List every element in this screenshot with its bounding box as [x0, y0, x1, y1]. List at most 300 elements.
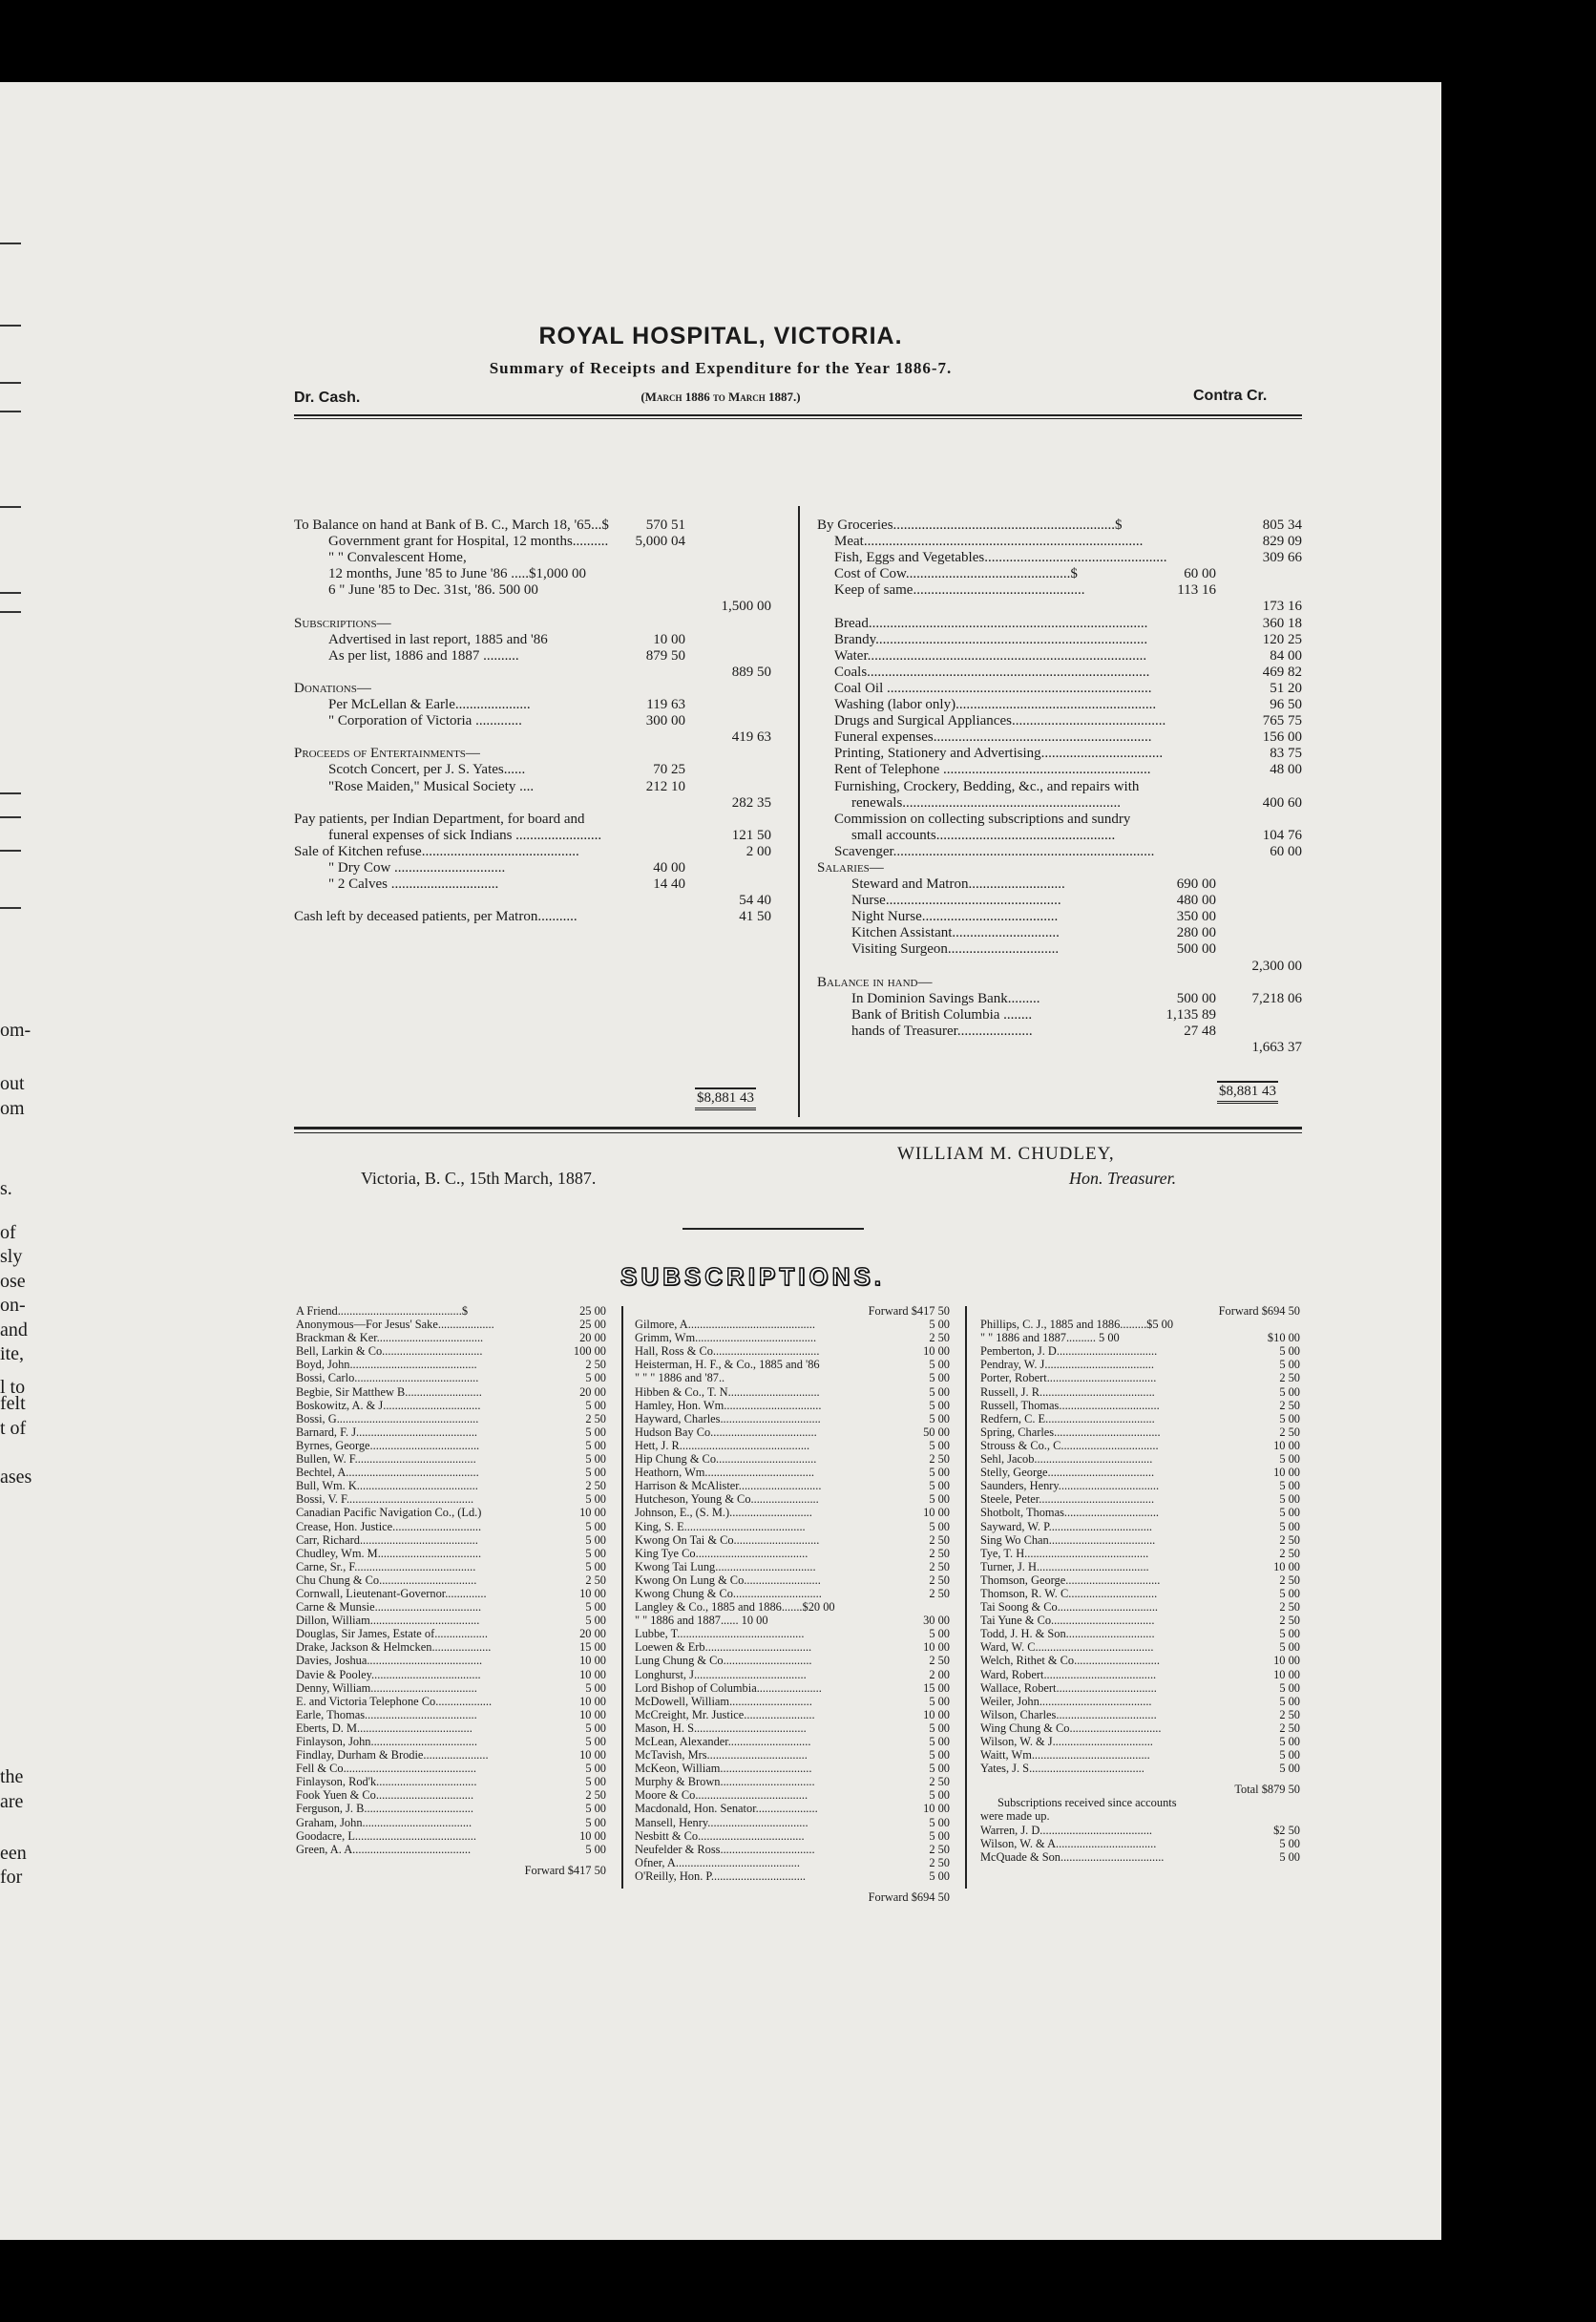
- expenditure-row: [817, 779, 1302, 795]
- subscriber-amount: 5 00: [929, 1694, 950, 1708]
- subscriber-row: [296, 1318, 606, 1331]
- treasurer-name: WILLIAM M. CHUDLEY,: [897, 1144, 1115, 1164]
- subscriber-row: [296, 1412, 606, 1425]
- since-note-text: Subscriptions received since accounts: [998, 1796, 1177, 1810]
- since-note-text: were made up.: [980, 1809, 1050, 1824]
- subscriber-name: Lung Chung & Co..............................: [635, 1654, 812, 1668]
- expenditure-label: Meat..............................................................................: [834, 534, 1144, 550]
- subscriber-name: Davie & Pooley.....................................: [296, 1667, 481, 1681]
- subscriber-amount: 25 00: [579, 1304, 606, 1318]
- expenditure-amount-inner: 500 00: [1176, 990, 1216, 1006]
- receipts-label: To Balance on hand at Bank of B. C., March 18, '65...$: [294, 517, 609, 533]
- subscriber-amount: 5 00: [1279, 1506, 1300, 1520]
- receipts-row: [294, 713, 771, 729]
- subscriber-amount: 15 00: [579, 1640, 606, 1655]
- subscriber-row: [635, 1735, 950, 1748]
- receipts-row: [294, 616, 771, 632]
- expenditure-row: [817, 844, 1302, 860]
- expenditure-label: Steward and Matron...........................: [851, 876, 1065, 893]
- subscriber-row: [296, 1614, 606, 1627]
- expenditure-label: Cost of Cow..............................................$: [834, 566, 1078, 582]
- forward-amount: Forward $694 50: [1218, 1304, 1300, 1318]
- subscriber-name: Hip Chung & Co..................................: [635, 1452, 817, 1467]
- expenditure-row: [817, 713, 1302, 729]
- subscriber-amount: 2 50: [585, 1573, 606, 1587]
- subscriber-row: [980, 1735, 1300, 1748]
- receipts-label: funeral expenses of sick Indians ........................: [328, 827, 602, 843]
- subscriber-row: [635, 1708, 950, 1721]
- subscriber-name: Carr, Richard........................................: [296, 1532, 478, 1547]
- expenditure-label: By Groceries..............................................................$: [817, 517, 1123, 533]
- subscriber-amount: 5 00: [585, 1680, 606, 1695]
- subscriber-amount: 5 00: [929, 1748, 950, 1763]
- subscriber-amount: 30 00: [923, 1614, 950, 1628]
- receipts-label: Advertised in last report, 1885 and '86: [328, 631, 548, 647]
- subscriber-amount: 10 00: [579, 1828, 606, 1843]
- debit-label: Dr. Cash.: [294, 390, 361, 406]
- receipts-row: [294, 844, 771, 860]
- subscriber-amount: 5 00: [929, 1371, 950, 1385]
- subscriber-name: Ferguson, J. B.....................................: [296, 1802, 473, 1816]
- subscriber-amount: 2 50: [1279, 1573, 1300, 1587]
- subscriber-name: Hamley, Hon. Wm.................................: [635, 1398, 822, 1412]
- receipts-row: [294, 648, 771, 665]
- credit-label: Contra Cr.: [1193, 388, 1268, 404]
- subscriber-name: A Friend..........................................$: [296, 1304, 469, 1318]
- expenditure-label: Water..............................................................................: [834, 647, 1147, 664]
- subscriber-amount: $2 50: [1273, 1823, 1300, 1837]
- margin-fragment: ases: [0, 1467, 32, 1488]
- expenditure-row: [817, 975, 1302, 991]
- subscriber-amount: 10 00: [579, 1694, 606, 1708]
- expenditure-amount-outer: 83 75: [1270, 746, 1302, 762]
- subscriber-name: McCreight, Mr. Justice........................: [635, 1707, 815, 1721]
- subscriber-row: [296, 1802, 606, 1815]
- subscriber-amount: 5 00: [1279, 1452, 1300, 1467]
- subscriber-row: [296, 1304, 606, 1318]
- subscriber-amount: 5 00: [929, 1868, 950, 1883]
- receipts-amount-inner: 10 00: [653, 631, 685, 647]
- subscriber-row: [635, 1654, 950, 1667]
- subscriber-amount: 10 00: [579, 1586, 606, 1600]
- subscriber-name: McQuade & Son...................................: [980, 1849, 1165, 1864]
- subscriber-name: " " 1886 and 1887...... 10 00: [635, 1614, 768, 1628]
- receipts-row: [294, 860, 771, 876]
- receipts-amount-inner: 570 51: [645, 517, 685, 533]
- expenditure-row: [817, 941, 1302, 958]
- subscriber-amount: 5 00: [1279, 1479, 1300, 1493]
- receipts-label: " " Convalescent Home,: [328, 550, 467, 566]
- subscriber-amount: 5 00: [585, 1735, 606, 1748]
- subscriber-amount: 2 50: [1279, 1614, 1300, 1628]
- subscriber-name: Wilson, Charles..................................: [980, 1707, 1157, 1721]
- subscriber-name: Tye, T. H..........................................: [980, 1546, 1149, 1560]
- subscriber-amount: 25 00: [579, 1318, 606, 1332]
- subscriber-name: Barnard, F. J.........................................: [296, 1425, 478, 1439]
- subscriber-name: Bechtel, A.............................................: [296, 1466, 479, 1480]
- subscriber-name: McDowell, William............................: [635, 1694, 812, 1708]
- subscriber-row: [980, 1466, 1300, 1479]
- subscriber-row: [635, 1425, 950, 1439]
- subscriber-name: Byrnes, George.....................................: [296, 1438, 480, 1452]
- subscriber-name: Ward, W. C........................................: [980, 1640, 1154, 1655]
- expenditure-row: [817, 795, 1302, 812]
- subscriber-amount: 5 00: [585, 1519, 606, 1533]
- forward-amount: Forward $417 50: [868, 1304, 950, 1318]
- subscriber-name: Hett, J. R............................................: [635, 1438, 810, 1452]
- subscriber-name: Porter, Robert.....................................: [980, 1371, 1157, 1385]
- subscriber-name: Warren, J. D......................................: [980, 1823, 1153, 1837]
- subscriber-amount: 5 00: [1279, 1762, 1300, 1776]
- subscriber-row: [296, 1829, 606, 1843]
- subscriber-row: [635, 1587, 950, 1600]
- late-subscriber-row: [980, 1837, 1300, 1850]
- subscriber-name: Denny, William....................................: [296, 1680, 477, 1695]
- subscriber-amount: 2 00: [929, 1667, 950, 1681]
- expenditure-row: [817, 746, 1302, 762]
- subscriber-row: [980, 1479, 1300, 1492]
- subscriber-name: Eberts, D. M.......................................: [296, 1720, 472, 1735]
- expenditure-amount-outer: 104 76: [1262, 827, 1302, 843]
- subscriber-name: Neufelder & Ross................................: [635, 1842, 815, 1856]
- subscriber-name: Hall, Ross & Co....................................: [635, 1344, 820, 1359]
- subscriber-row: [635, 1829, 950, 1843]
- margin-rule: [0, 792, 21, 794]
- subscriber-name: Heisterman, H. F., & Co., 1885 and '86: [635, 1358, 820, 1372]
- margin-fragment: ite,: [0, 1343, 24, 1364]
- subscriber-row: [980, 1614, 1300, 1627]
- subscriber-amount: 5 00: [585, 1600, 606, 1615]
- subscriber-name: Kwong Chung & Co..............................: [635, 1586, 822, 1600]
- subscriber-row: [296, 1399, 606, 1412]
- expenditure-row: [817, 893, 1302, 909]
- subscriber-amount: 20 00: [579, 1384, 606, 1399]
- expenditure-amount-inner: 60 00: [1184, 566, 1216, 582]
- receipts-label: Donations—: [294, 680, 371, 696]
- subscriber-name: Bell, Larkin & Co..................................: [296, 1344, 483, 1359]
- subscriber-name: Findlay, Durham & Brodie......................: [296, 1748, 489, 1763]
- subscriber-name: Nesbitt & Co....................................: [635, 1828, 805, 1843]
- expenditure-row: [817, 1024, 1302, 1040]
- document-title: ROYAL HOSPITAL, VICTORIA.: [538, 323, 903, 349]
- subscriber-name: Shotbolt, Thomas................................: [980, 1506, 1160, 1520]
- receipts-row: [294, 632, 771, 648]
- expenditure-label: In Dominion Savings Bank.........: [851, 990, 1040, 1006]
- subscriber-name: Johnson, E., (S. M.)............................: [635, 1506, 812, 1520]
- margin-fragment: een: [0, 1843, 27, 1864]
- subscriber-row: [296, 1520, 606, 1533]
- subscriber-row: [635, 1506, 950, 1519]
- subscriber-row: [296, 1439, 606, 1452]
- expenditure-label: Keep of same................................................: [834, 582, 1085, 599]
- subscriber-row: [980, 1560, 1300, 1573]
- subscriber-name: Strouss & Co., C.................................: [980, 1438, 1159, 1452]
- expenditure-row: [817, 1007, 1302, 1024]
- subscriber-amount: 5 00: [585, 1842, 606, 1856]
- expenditure-amount-outer: 829 09: [1262, 534, 1302, 550]
- margin-fragment: l to: [0, 1377, 26, 1398]
- subscriber-amount: 10 00: [579, 1748, 606, 1763]
- place-and-date: Victoria, B. C., 15th March, 1887.: [361, 1169, 597, 1188]
- expenditure-row: [817, 599, 1302, 615]
- expenditure-amount-inner: 113 16: [1177, 582, 1216, 599]
- subscriber-name: Tai Yune & Co...................................: [980, 1614, 1155, 1628]
- receipts-label: "Rose Maiden," Musical Society ....: [328, 778, 535, 794]
- receipts-label: Subscriptions—: [294, 615, 391, 631]
- subscriber-amount: 2 50: [585, 1788, 606, 1803]
- subscriber-row: [635, 1843, 950, 1856]
- subscriber-amount: 5 00: [585, 1452, 606, 1467]
- subscriber-row: [296, 1627, 606, 1640]
- late-subscriber-row: [980, 1850, 1300, 1864]
- subscriber-amount: 5 00: [585, 1438, 606, 1452]
- margin-rule: [0, 592, 21, 594]
- subscriber-row: [635, 1533, 950, 1547]
- subscriber-name: Tai Soong & Co..................................: [980, 1600, 1159, 1615]
- since-note: [980, 1796, 1300, 1809]
- subscriber-amount: 5 00: [1279, 1411, 1300, 1425]
- subscriber-amount: 2 50: [929, 1586, 950, 1600]
- margin-fragment: of: [0, 1222, 16, 1243]
- subscriber-row: [635, 1668, 950, 1681]
- expenditure-row: [817, 729, 1302, 746]
- subscriber-row: [980, 1547, 1300, 1560]
- subscriber-name: Boyd, John...........................................: [296, 1358, 477, 1372]
- column-footer: [980, 1783, 1300, 1796]
- subscriber-row: [980, 1371, 1300, 1384]
- subscriber-row: [635, 1816, 950, 1829]
- subscriber-row: [980, 1399, 1300, 1412]
- margin-rule: [0, 850, 21, 852]
- receipts-label: Scotch Concert, per J. S. Yates......: [328, 762, 526, 778]
- receipts-label: Proceeds of Entertainments—: [294, 746, 480, 762]
- subscriber-amount: 2 50: [1279, 1600, 1300, 1615]
- subscriber-row: [635, 1869, 950, 1883]
- expenditure-amount-outer: 173 16: [1262, 599, 1302, 615]
- subscriber-row: [296, 1748, 606, 1762]
- subscriber-name: Redfern, C. E.....................................: [980, 1411, 1155, 1425]
- subscriber-row: [296, 1735, 606, 1748]
- subscriber-amount: 5 00: [585, 1466, 606, 1480]
- subscriber-row: [635, 1681, 950, 1695]
- subscriber-amount: 2 50: [929, 1855, 950, 1869]
- subscriber-row: [296, 1331, 606, 1344]
- subscriber-amount: 5 00: [585, 1398, 606, 1412]
- subscriber-amount: 5 00: [929, 1398, 950, 1412]
- subscriber-row: [296, 1708, 606, 1721]
- margin-rule: [0, 411, 21, 412]
- subscriber-name: Moore & Co......................................: [635, 1788, 808, 1803]
- subscriber-name: McLean, Alexander............................: [635, 1735, 811, 1748]
- forward-header: [635, 1304, 950, 1318]
- margin-fragment: the: [0, 1766, 24, 1787]
- expenditure-amount-outer: 60 00: [1270, 843, 1302, 859]
- subscriber-name: Hibben & Co., T. N...............................: [635, 1384, 820, 1399]
- subscriber-name: Murphy & Brown................................: [635, 1775, 815, 1789]
- receipts-row: [294, 729, 771, 746]
- receipts-row: [294, 534, 771, 550]
- receipts-amount-outer: 121 50: [731, 827, 771, 843]
- expenditure-amount-outer: 2,300 00: [1251, 958, 1302, 974]
- subscriber-name: Longhurst, J......................................: [635, 1667, 807, 1681]
- document-subtitle: Summary of Receipts and Expenditure for the Year 1886-7.: [489, 359, 953, 377]
- subscriber-row: [296, 1492, 606, 1506]
- subscriber-name: King Tye Co......................................: [635, 1546, 808, 1560]
- subscriber-row: [980, 1654, 1300, 1667]
- subscriber-amount: 15 00: [923, 1680, 950, 1695]
- receipts-amount-inner: 879 50: [645, 647, 685, 664]
- expenditure-amount-outer: 309 66: [1262, 550, 1302, 566]
- subscriber-amount: 2 50: [929, 1532, 950, 1547]
- subscriber-row: [980, 1573, 1300, 1587]
- column-footer: [635, 1890, 950, 1904]
- subscriber-row: [296, 1681, 606, 1695]
- expenditure-amount-inner: 350 00: [1176, 909, 1216, 925]
- subscriber-name: Pendray, W. J.....................................: [980, 1358, 1154, 1372]
- margin-fragment: out: [0, 1073, 25, 1094]
- subscriber-amount: 5 00: [585, 1802, 606, 1816]
- expenditure-row: [817, 648, 1302, 665]
- subscriber-name: Mason, H. S......................................: [635, 1720, 807, 1735]
- subscriber-name: Heathorn, Wm.....................................: [635, 1466, 815, 1480]
- expenditure-label: Washing (labor only)........................................................: [834, 697, 1157, 713]
- subscriber-row: [635, 1721, 950, 1735]
- subscriber-row: [635, 1802, 950, 1815]
- subscriber-row: [296, 1344, 606, 1358]
- footer-rule-bottom: [294, 1132, 1302, 1133]
- expenditure-label: Balance in hand—: [817, 974, 933, 990]
- subscriber-name: Cornwall, Lieutenant-Governor..............: [296, 1586, 487, 1600]
- margin-fragment: sly: [0, 1246, 23, 1267]
- subscriber-amount: 5 00: [929, 1492, 950, 1507]
- subscriber-amount: 2 50: [1279, 1532, 1300, 1547]
- expenditure-row: [817, 534, 1302, 550]
- subscriber-row: [635, 1412, 950, 1425]
- expenditure-total: $8,881 43: [1217, 1081, 1278, 1104]
- subscriber-row: [296, 1358, 606, 1371]
- subscriber-name: Anonymous—For Jesus' Sake...................: [296, 1318, 494, 1332]
- subscriber-amount: 5 00: [929, 1466, 950, 1480]
- subscriber-amount: 5 00: [1279, 1640, 1300, 1655]
- expenditure-row: [817, 812, 1302, 828]
- subscriber-row: [296, 1654, 606, 1667]
- subscriber-row: [980, 1344, 1300, 1358]
- subscriber-row: [635, 1560, 950, 1573]
- subscriber-row: [980, 1668, 1300, 1681]
- subscriber-amount: 2 50: [1279, 1707, 1300, 1721]
- subscriber-amount: 5 00: [1279, 1680, 1300, 1695]
- expenditure-amount-inner: 280 00: [1176, 925, 1216, 941]
- forward-header: [980, 1304, 1300, 1318]
- subscriber-amount: 2 50: [929, 1775, 950, 1789]
- period-note: (March 1886 to March 1887.): [640, 390, 801, 404]
- subscriber-row: [296, 1547, 606, 1560]
- subscriber-row: [980, 1425, 1300, 1439]
- receipts-amount-inner: 70 25: [653, 762, 685, 778]
- subscriber-amount: 5 00: [1279, 1748, 1300, 1763]
- expenditure-amount-outer: 96 50: [1270, 697, 1302, 713]
- subscriber-row: [980, 1708, 1300, 1721]
- subscriber-name: Bossi, Carlo..........................................: [296, 1371, 479, 1385]
- subscriber-amount: 5 00: [929, 1788, 950, 1803]
- margin-fragment: ose: [0, 1271, 26, 1292]
- subscriber-name: Stelly, George....................................: [980, 1466, 1155, 1480]
- subscriber-name: Boskowitz, A. & J.................................: [296, 1398, 481, 1412]
- expenditure-label: Coal Oil ..........................................................................: [834, 680, 1152, 696]
- receipts-row: [294, 762, 771, 778]
- subscriber-name: McTavish, Mrs..................................: [635, 1748, 808, 1763]
- receipts-label: 12 months, June '85 to June '86 .....$1,000 00: [328, 566, 586, 582]
- subscriber-amount: 5 00: [585, 1425, 606, 1439]
- expenditure-label: Night Nurse......................................: [851, 909, 1059, 925]
- subscriber-row: [635, 1547, 950, 1560]
- expenditure-row: [817, 632, 1302, 648]
- expenditure-amount-outer: 120 25: [1262, 631, 1302, 647]
- expenditure-amount-outer: 48 00: [1270, 762, 1302, 778]
- footer-rule-top: [294, 1127, 1302, 1129]
- subscriber-name: Sayward, W. P...................................: [980, 1519, 1153, 1533]
- expenditure-label: Brandy............................................................................: [834, 631, 1148, 647]
- subscriber-amount: 5 00: [929, 1828, 950, 1843]
- subscriber-name: Wilson, W. & J..................................: [980, 1735, 1153, 1748]
- subscriptions-divider-1: [621, 1306, 623, 1889]
- subscriber-row: [980, 1385, 1300, 1399]
- receipts-amount-outer: 282 35: [731, 794, 771, 811]
- subscriber-name: Gilmore, A...........................................: [635, 1318, 815, 1332]
- expenditure-amount-outer: 156 00: [1262, 729, 1302, 746]
- subscriber-amount: 5 00: [929, 1720, 950, 1735]
- expenditure-amount-inner: 480 00: [1176, 893, 1216, 909]
- receipts-amount-outer: 889 50: [731, 664, 771, 680]
- subscriber-amount: 5 00: [929, 1318, 950, 1332]
- expenditure-ledger: [817, 517, 1302, 1056]
- expenditure-amount-inner: 500 00: [1176, 941, 1216, 958]
- receipts-amount-inner: 40 00: [653, 859, 685, 876]
- expenditure-amount-outer: 84 00: [1270, 647, 1302, 664]
- subscriber-amount: 2 50: [1279, 1425, 1300, 1439]
- subscriber-row: [980, 1748, 1300, 1762]
- subscriber-amount: 10 00: [579, 1667, 606, 1681]
- receipts-row: [294, 893, 771, 909]
- subscriber-amount: 10 00: [1273, 1667, 1300, 1681]
- subscriber-name: Phillips, C. J., 1885 and 1886.........$5 00: [980, 1318, 1174, 1332]
- subscriber-amount: 5 00: [1279, 1694, 1300, 1708]
- subscriber-name: Bull, Wm. K.........................................: [296, 1479, 478, 1493]
- subscriber-name: Thomson, George................................: [980, 1573, 1161, 1587]
- subscriber-name: Green, A. A........................................: [296, 1842, 472, 1856]
- subscriber-amount: 5 00: [929, 1411, 950, 1425]
- subscriber-amount: $10 00: [1267, 1331, 1300, 1345]
- subscriber-row: [980, 1681, 1300, 1695]
- subscriber-row: [980, 1721, 1300, 1735]
- expenditure-row: [817, 828, 1302, 844]
- subscriber-row: [296, 1560, 606, 1573]
- receipts-row: [294, 795, 771, 812]
- subscriber-row: [635, 1600, 950, 1614]
- receipts-amount-inner: 119 63: [646, 697, 685, 713]
- subscriber-name: Macdonald, Hon. Senator.....................: [635, 1802, 818, 1816]
- expenditure-amount-outer: 51 20: [1270, 680, 1302, 696]
- subscriber-amount: 5 00: [1279, 1836, 1300, 1850]
- subscriber-row: [635, 1788, 950, 1802]
- subscriber-name: Ward, Robert......................................: [980, 1667, 1157, 1681]
- subscriber-row: [296, 1600, 606, 1614]
- subscriber-name: Finlayson, John....................................: [296, 1735, 477, 1748]
- subscriber-name: Canadian Pacific Navigation Co., (Ld.): [296, 1506, 482, 1520]
- subscriber-amount: 5 00: [929, 1384, 950, 1399]
- subscriber-amount: 10 00: [1273, 1438, 1300, 1452]
- subscriber-name: Wilson, W. & A..................................: [980, 1836, 1157, 1850]
